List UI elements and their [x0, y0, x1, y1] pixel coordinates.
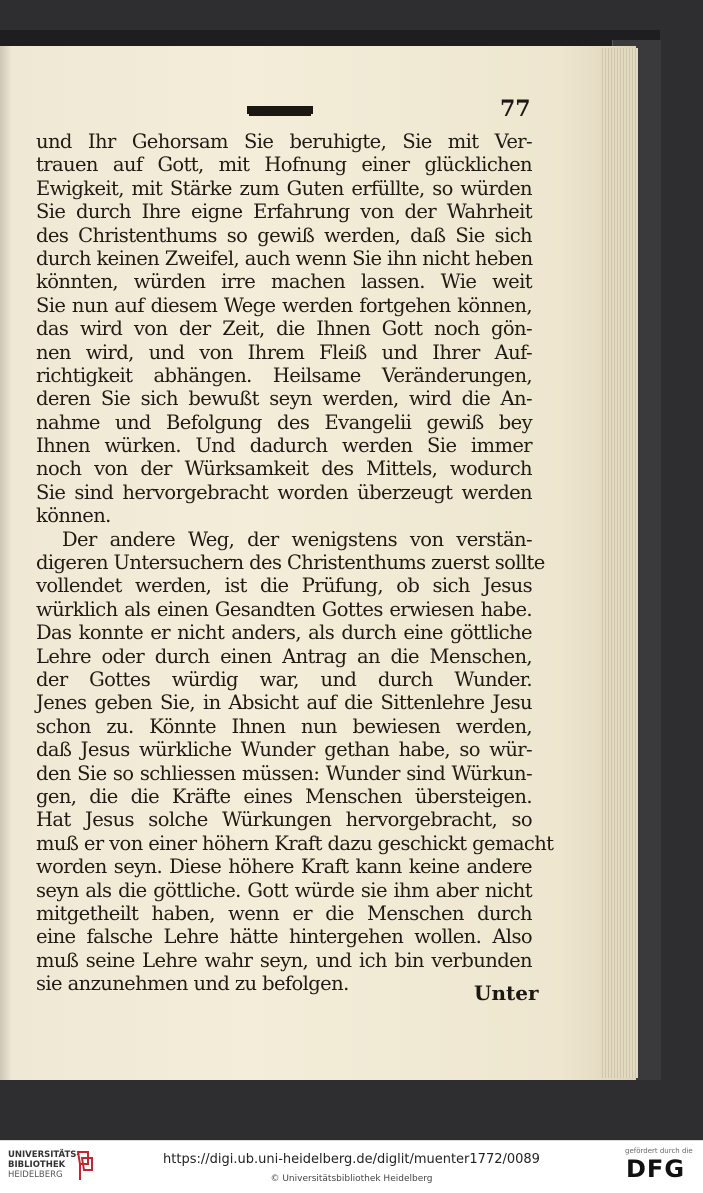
- library-name-line1: UNIVERSITÄTS-: [8, 1150, 80, 1160]
- text-line: sie anzunehmen und zu befolgen.: [36, 972, 349, 996]
- book-binding-top: [0, 30, 660, 47]
- text-line: noch von der Würksamkeit des Mittels, wodurch: [36, 457, 532, 481]
- text-line: Das konnte er nicht anders, als durch eine göttliche: [36, 621, 532, 645]
- text-line: schon zu. Könnte Ihnen nun bewiesen werden,: [36, 714, 532, 738]
- text-line: würklich als einen Gesandten Gottes erwiesen habe.: [36, 597, 532, 621]
- document-url-link[interactable]: https://digi.ub.uni-heidelberg.de/diglit/muenter1772/0089: [163, 1152, 540, 1167]
- text-line: Ihnen würken. Und dadurch werden Sie immer: [36, 434, 532, 458]
- footer-bar: [0, 1140, 703, 1193]
- text-line: mitgetheilt haben, wenn er die Menschen durch: [36, 901, 532, 925]
- catchword: Unter: [474, 981, 539, 1005]
- text-line: könnten, würden irre machen lassen. Wie weit: [36, 270, 532, 294]
- text-line: Sie durch Ihre eigne Erfahrung von der Wahrheit: [36, 200, 532, 224]
- page-number: 77: [500, 96, 531, 122]
- page-edge-stack: [600, 48, 638, 1078]
- body-text: [36, 130, 554, 996]
- gutter-shadow: [0, 46, 12, 1080]
- text-line: richtigkeit abhängen. Heilsame Veränderungen,: [36, 363, 532, 387]
- text-line: Sie nun auf diesem Wege werden fortgehen können,: [36, 293, 532, 317]
- text-line: und Ihr Gehorsam Sie beruhigte, Sie mit Ver-: [36, 130, 532, 153]
- text-line: muß er von einer höhern Kraft dazu geschickt gemacht: [36, 831, 554, 855]
- header-ornament-rule: [247, 106, 313, 114]
- text-line: Hat Jesus solche Würkungen hervorgebracht, so: [36, 808, 532, 832]
- text-line: trauen auf Gott, mit Hofnung einer glücklichen: [36, 153, 532, 177]
- text-line: digeren Untersuchern des Christenthums zuerst sollte: [36, 551, 545, 575]
- text-line: seyn als die göttliche. Gott würde sie ihm aber nicht: [36, 878, 532, 902]
- text-line: Der andere Weg, der wenigstens von verstän-: [62, 527, 532, 551]
- library-name-line2: BIBLIOTHEK: [8, 1160, 66, 1170]
- text-line: durch keinen Zweifel, auch wenn Sie ihn nicht heben: [36, 246, 533, 270]
- copyright-text: © Universitätsbibliothek Heidelberg: [270, 1174, 433, 1184]
- text-line: deren Sie sich bewußt seyn werden, wird die An-: [36, 387, 532, 411]
- text-line: worden seyn. Diese höhere Kraft kann keine andere: [36, 855, 532, 879]
- dfg-logo[interactable]: DFG: [626, 1155, 686, 1183]
- text-line: den Sie so schliessen müssen: Wunder sind Würkun-: [36, 761, 532, 785]
- text-line: Sie sind hervorgebracht worden überzeugt werden: [36, 480, 532, 504]
- text-line: können.: [36, 504, 111, 528]
- text-line: Ewigkeit, mit Stärke zum Guten erfüllte, so würden: [36, 176, 532, 200]
- text-line: daß Jesus würkliche Wunder gethan habe, so wür-: [36, 738, 532, 762]
- text-line: gen, die die Kräfte eines Menschen übersteigen.: [36, 784, 532, 808]
- text-line: das wird von der Zeit, die Ihnen Gott noch gön-: [36, 317, 532, 341]
- text-line: eine falsche Lehre hätte hintergehen wollen. Also: [36, 925, 532, 949]
- funding-note: gefördert durch die: [625, 1147, 693, 1155]
- text-line: muß seine Lehre wahr seyn, und ich bin verbunden: [36, 948, 532, 972]
- text-line: Jenes geben Sie, in Absicht auf die Sittenlehre Jesu: [36, 691, 532, 715]
- text-line: nahme und Befolgung des Evangelii gewiß bey: [36, 410, 532, 434]
- text-line: Lehre oder durch einen Antrag an die Menschen,: [36, 644, 532, 668]
- text-line: der Gottes würdig war, und durch Wunder.: [36, 667, 532, 691]
- text-line: des Christenthums so gewiß werden, daß Sie sich: [36, 223, 532, 247]
- text-line: nen wird, und von Ihrem Fleiß und Ihrer Auf-: [36, 340, 532, 364]
- library-name-line3: HEIDELBERG: [8, 1170, 63, 1180]
- text-line: vollendet werden, ist die Prüfung, ob sich Jesus: [36, 574, 532, 598]
